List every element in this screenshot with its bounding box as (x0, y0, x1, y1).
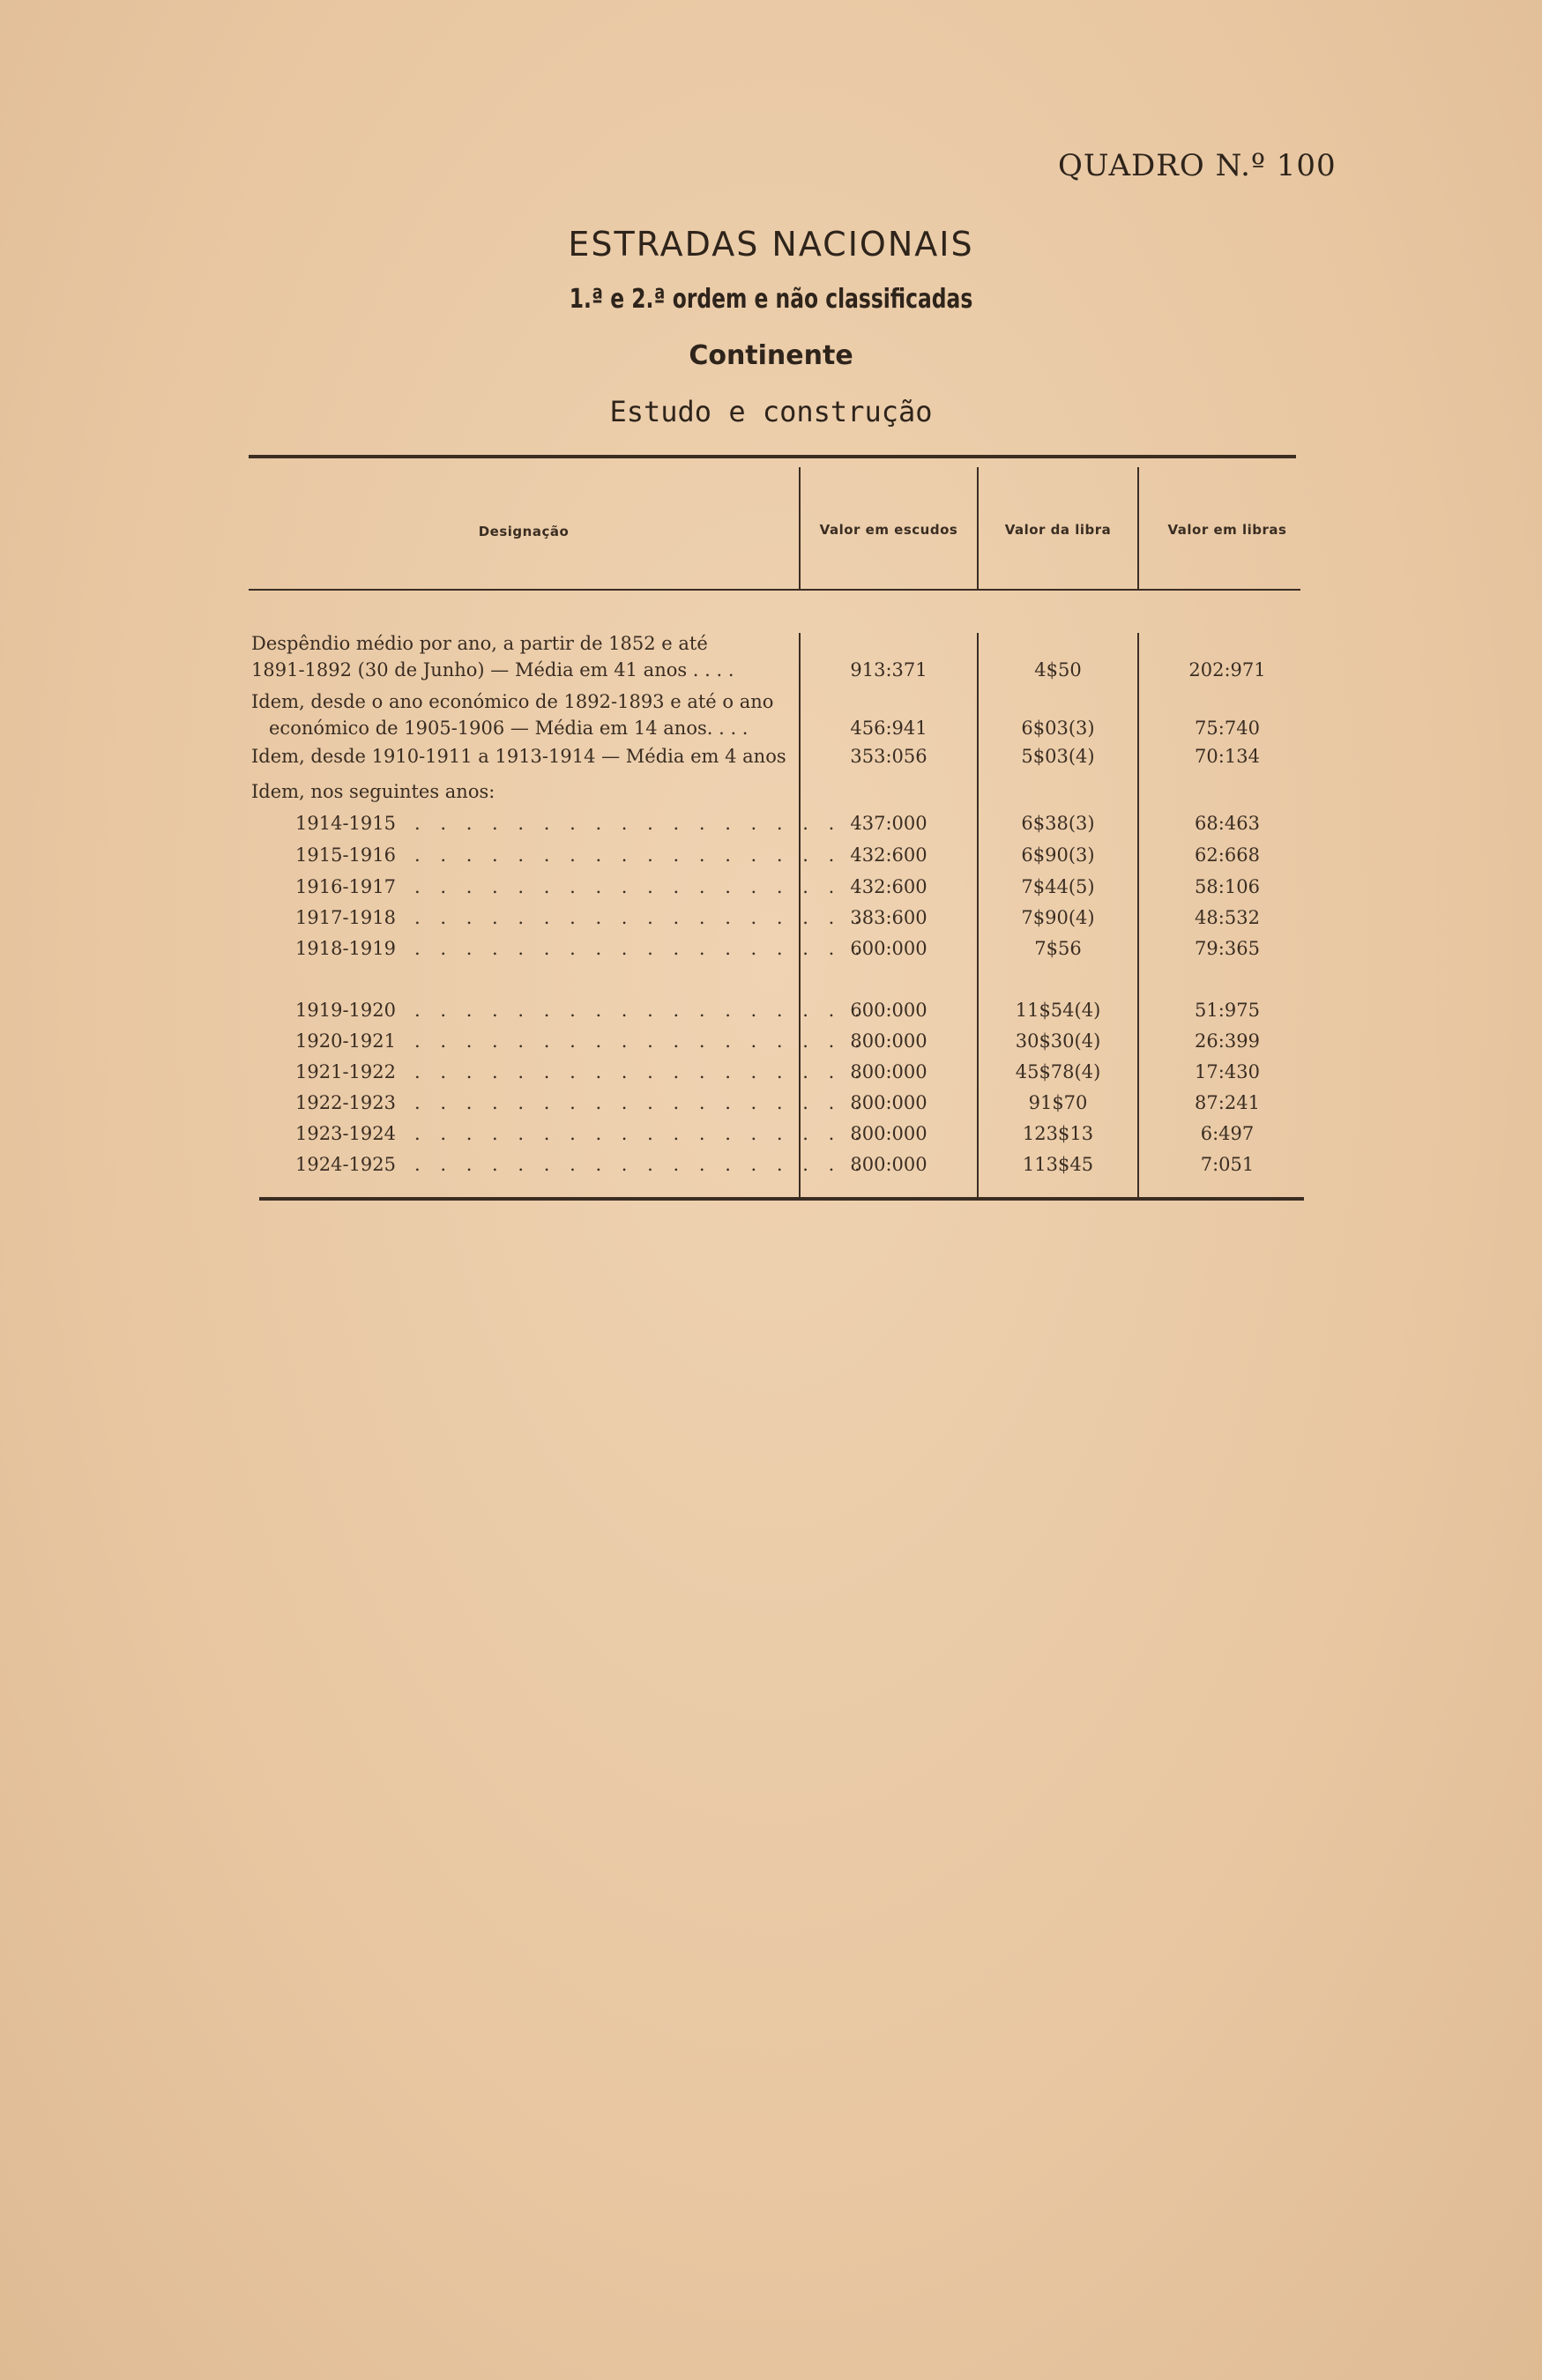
summary-row-1-libras: 202:971 (1188, 659, 1266, 681)
table-row (0, 871, 1542, 903)
summary-row-2 (0, 712, 1542, 744)
summary-row-2-escudos: 456:941 (850, 718, 927, 739)
row-year: 1918-1919 (295, 938, 396, 959)
table-row (0, 933, 1542, 964)
row-escudos: 800:000 (850, 1061, 927, 1082)
summary-row-1-escudos: 913:371 (850, 659, 927, 681)
row-escudos: 800:000 (850, 1030, 927, 1052)
row-year: 1915-1916 (295, 844, 396, 866)
column-header-escudos: Valor em escudos (819, 522, 958, 538)
summary-row-1-line1: Despêndio médio por ano, a partir de 1852 e até (251, 633, 708, 654)
table-number: QUADRO N.º 100 (1058, 148, 1337, 183)
dot-leader: . . . . . . . . . . . . . . . . . . (414, 1030, 868, 1052)
row-year: 1917-1918 (295, 907, 396, 928)
row-year: 1916-1917 (295, 876, 396, 897)
summary-row-3 (0, 740, 1542, 772)
row-libra: 11$54(4) (1015, 1000, 1101, 1021)
column-header-designacao: Designação (478, 524, 570, 539)
summary-row-1-libra: 4$50 (1034, 659, 1082, 681)
row-libra: 6$90(3) (1021, 844, 1095, 866)
summary-row-3-libras: 70:134 (1195, 746, 1260, 767)
page-title: ESTRADAS NACIONAIS (568, 225, 974, 264)
row-escudos: 432:600 (850, 876, 927, 897)
row-libras: 48:532 (1195, 907, 1260, 928)
dot-leader: . . . . . . . . . . . . . . . . . . (414, 1154, 868, 1175)
row-year: 1921-1922 (295, 1061, 396, 1082)
table-row (0, 1025, 1542, 1057)
table-top-rule (249, 455, 1296, 458)
dot-leader: . . . . . . . . . . . . . . . . . . (414, 813, 868, 834)
dot-leader: . . . . . . . . . . . . . . . . . . (414, 938, 868, 959)
summary-row-3-line1: Idem, desde 1910-1911 a 1913-1914 — Média em 4 anos (251, 746, 786, 767)
row-libras: 7:051 (1200, 1154, 1255, 1175)
table-bottom-rule (259, 1197, 1304, 1201)
summary-row-2-libras: 75:740 (1195, 718, 1260, 739)
row-escudos: 800:000 (850, 1123, 927, 1144)
row-libra: 7$90(4) (1021, 907, 1095, 928)
column-header-valor-libras: Valor em libras (1167, 522, 1287, 538)
row-libra: 7$56 (1034, 938, 1082, 959)
row-libra: 123$13 (1022, 1123, 1094, 1144)
row-libra: 30$30(4) (1015, 1030, 1101, 1052)
row-libras: 58:106 (1195, 876, 1260, 897)
row-libras: 26:399 (1195, 1030, 1260, 1052)
row-year: 1914-1915 (295, 813, 396, 834)
row-libra: 45$78(4) (1015, 1061, 1101, 1082)
dot-leader: . . . . . . . . . . . . . . . . . . (414, 876, 868, 897)
row-libras: 6:497 (1200, 1123, 1255, 1144)
row-libras: 62:668 (1195, 844, 1260, 866)
row-year: 1924-1925 (295, 1154, 396, 1175)
row-libra: 91$70 (1028, 1092, 1088, 1113)
row-libras: 68:463 (1195, 813, 1260, 834)
table-row (0, 1056, 1542, 1088)
dot-leader: . . . . . . . . . . . . . . . . . . (414, 1061, 868, 1082)
row-escudos: 383:600 (850, 907, 927, 928)
table-row (0, 807, 1542, 839)
summary-row-1 (0, 654, 1542, 686)
section-heading: Estudo e construção (609, 395, 933, 428)
summary-row-2-line2: económico de 1905-1906 — Média em 14 anos. . . . (269, 718, 749, 739)
summary-row-3-escudos: 353:056 (850, 746, 927, 767)
table-row (0, 994, 1542, 1026)
summary-row-2-libra: 6$03(3) (1021, 718, 1095, 739)
row-escudos: 432:600 (850, 844, 927, 866)
row-year: 1919-1920 (295, 1000, 396, 1021)
table-row (0, 1087, 1542, 1119)
summary-row-1-line2: 1891-1892 (30 de Junho) — Média em 41 anos . . . . (251, 659, 734, 681)
row-libra: 7$44(5) (1021, 876, 1095, 897)
row-libras: 79:365 (1195, 938, 1260, 959)
dot-leader: . . . . . . . . . . . . . . . . . . (414, 844, 868, 866)
column-header-valor-libra: Valor da libra (1004, 522, 1112, 538)
table-row (0, 1118, 1542, 1149)
dot-leader: . . . . . . . . . . . . . . . . . . (414, 907, 868, 928)
summary-row-3-libra: 5$03(4) (1021, 746, 1095, 767)
row-libras: 17:430 (1195, 1061, 1260, 1082)
table-row (0, 902, 1542, 933)
row-escudos: 800:000 (850, 1092, 927, 1113)
dot-leader: . . . . . . . . . . . . . . . . . . (414, 1123, 868, 1144)
dot-leader: . . . . . . . . . . . . . . . . . . (414, 1000, 868, 1021)
region-heading: Continente (689, 340, 853, 371)
row-year: 1923-1924 (295, 1123, 396, 1144)
years-intro: Idem, nos seguintes anos: (251, 781, 495, 802)
table-row (0, 839, 1542, 871)
page-subtitle: 1.ª e 2.ª ordem e não classificadas (569, 284, 973, 315)
row-year: 1922-1923 (295, 1092, 396, 1113)
row-escudos: 800:000 (850, 1154, 927, 1175)
row-libra: 113$45 (1022, 1154, 1094, 1175)
dot-leader: . . . . . . . . . . . . . . . . . . (414, 1092, 868, 1113)
row-libras: 51:975 (1195, 1000, 1260, 1021)
row-escudos: 600:000 (850, 1000, 927, 1021)
row-escudos: 437:000 (850, 813, 927, 834)
row-libras: 87:241 (1195, 1092, 1260, 1113)
header-bottom-rule (249, 589, 1300, 591)
row-escudos: 600:000 (850, 938, 927, 959)
row-libra: 6$38(3) (1021, 813, 1095, 834)
row-year: 1920-1921 (295, 1030, 396, 1052)
summary-row-2-line1: Idem, desde o ano económico de 1892-1893 e até o ano (251, 691, 774, 712)
table-row (0, 1149, 1542, 1180)
